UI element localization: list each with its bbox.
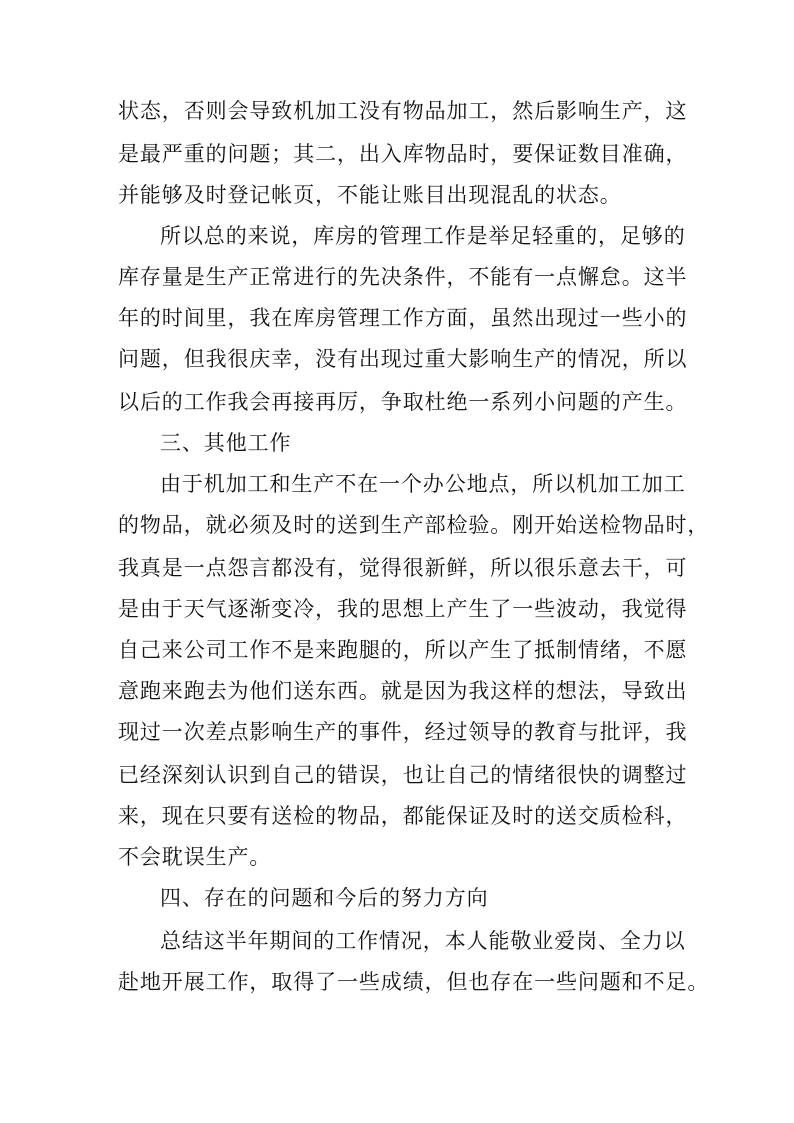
text-line: 是由于天气逐渐变冷，我的思想上产生了一些波动，我觉得: [118, 597, 688, 621]
paragraph-first-line: 所以总的来说，库房的管理工作是举足轻重的，足够的: [160, 224, 686, 248]
text-line: 以后的工作我会再接再厉，争取杜绝一系列小问题的产生。: [118, 390, 688, 414]
paragraph-first-line: 由于机加工和生产不在一个办公地点，所以机加工加工: [160, 472, 686, 496]
paragraph-first-line: 总结这半年期间的工作情况，本人能敬业爱岗、全力以: [160, 929, 686, 953]
text-line: 是最严重的问题；其二，出入库物品时，要保证数目准确，: [118, 142, 688, 166]
text-line: 不会耽误生产。: [118, 845, 272, 869]
text-line: 我真是一点怨言都没有，觉得很新鲜，所以很乐意去干，可: [118, 556, 688, 580]
text-line: 已经深刻认识到自己的错误，也让自己的情绪很快的调整过: [118, 763, 688, 787]
text-line: 库存量是生产正常进行的先决条件，不能有一点懈怠。这半: [118, 265, 688, 289]
text-line: 自己来公司工作不是来跑腿的，所以产生了抵制情绪，不愿: [118, 638, 688, 662]
text-line: 的物品，就必须及时的送到生产部检验。刚开始送检物品时，: [118, 513, 710, 537]
section-heading: 三、其他工作: [160, 431, 292, 455]
text-line: 年的时间里，我在库房管理工作方面，虽然出现过一些小的: [118, 306, 688, 330]
text-line: 问题，但我很庆幸，没有出现过重大影响生产的情况，所以: [118, 347, 688, 371]
text-line: 赴地开展工作，取得了一些成绩，但也存在一些问题和不足。: [118, 970, 710, 994]
text-line: 来，现在只要有送检的物品，都能保证及时的送交质检科，: [118, 804, 688, 828]
text-line: 状态，否则会导致机加工没有物品加工，然后影响生产，这: [118, 99, 688, 123]
text-line: 并能够及时登记帐页，不能让账目出现混乱的状态。: [118, 183, 622, 207]
text-line: 意跑来跑去为他们送东西。就是因为我这样的想法，导致出: [118, 679, 688, 703]
text-line: 现过一次差点影响生产的事件，经过领导的教育与批评，我: [118, 720, 688, 744]
section-heading: 四、存在的问题和今后的努力方向: [160, 886, 489, 910]
